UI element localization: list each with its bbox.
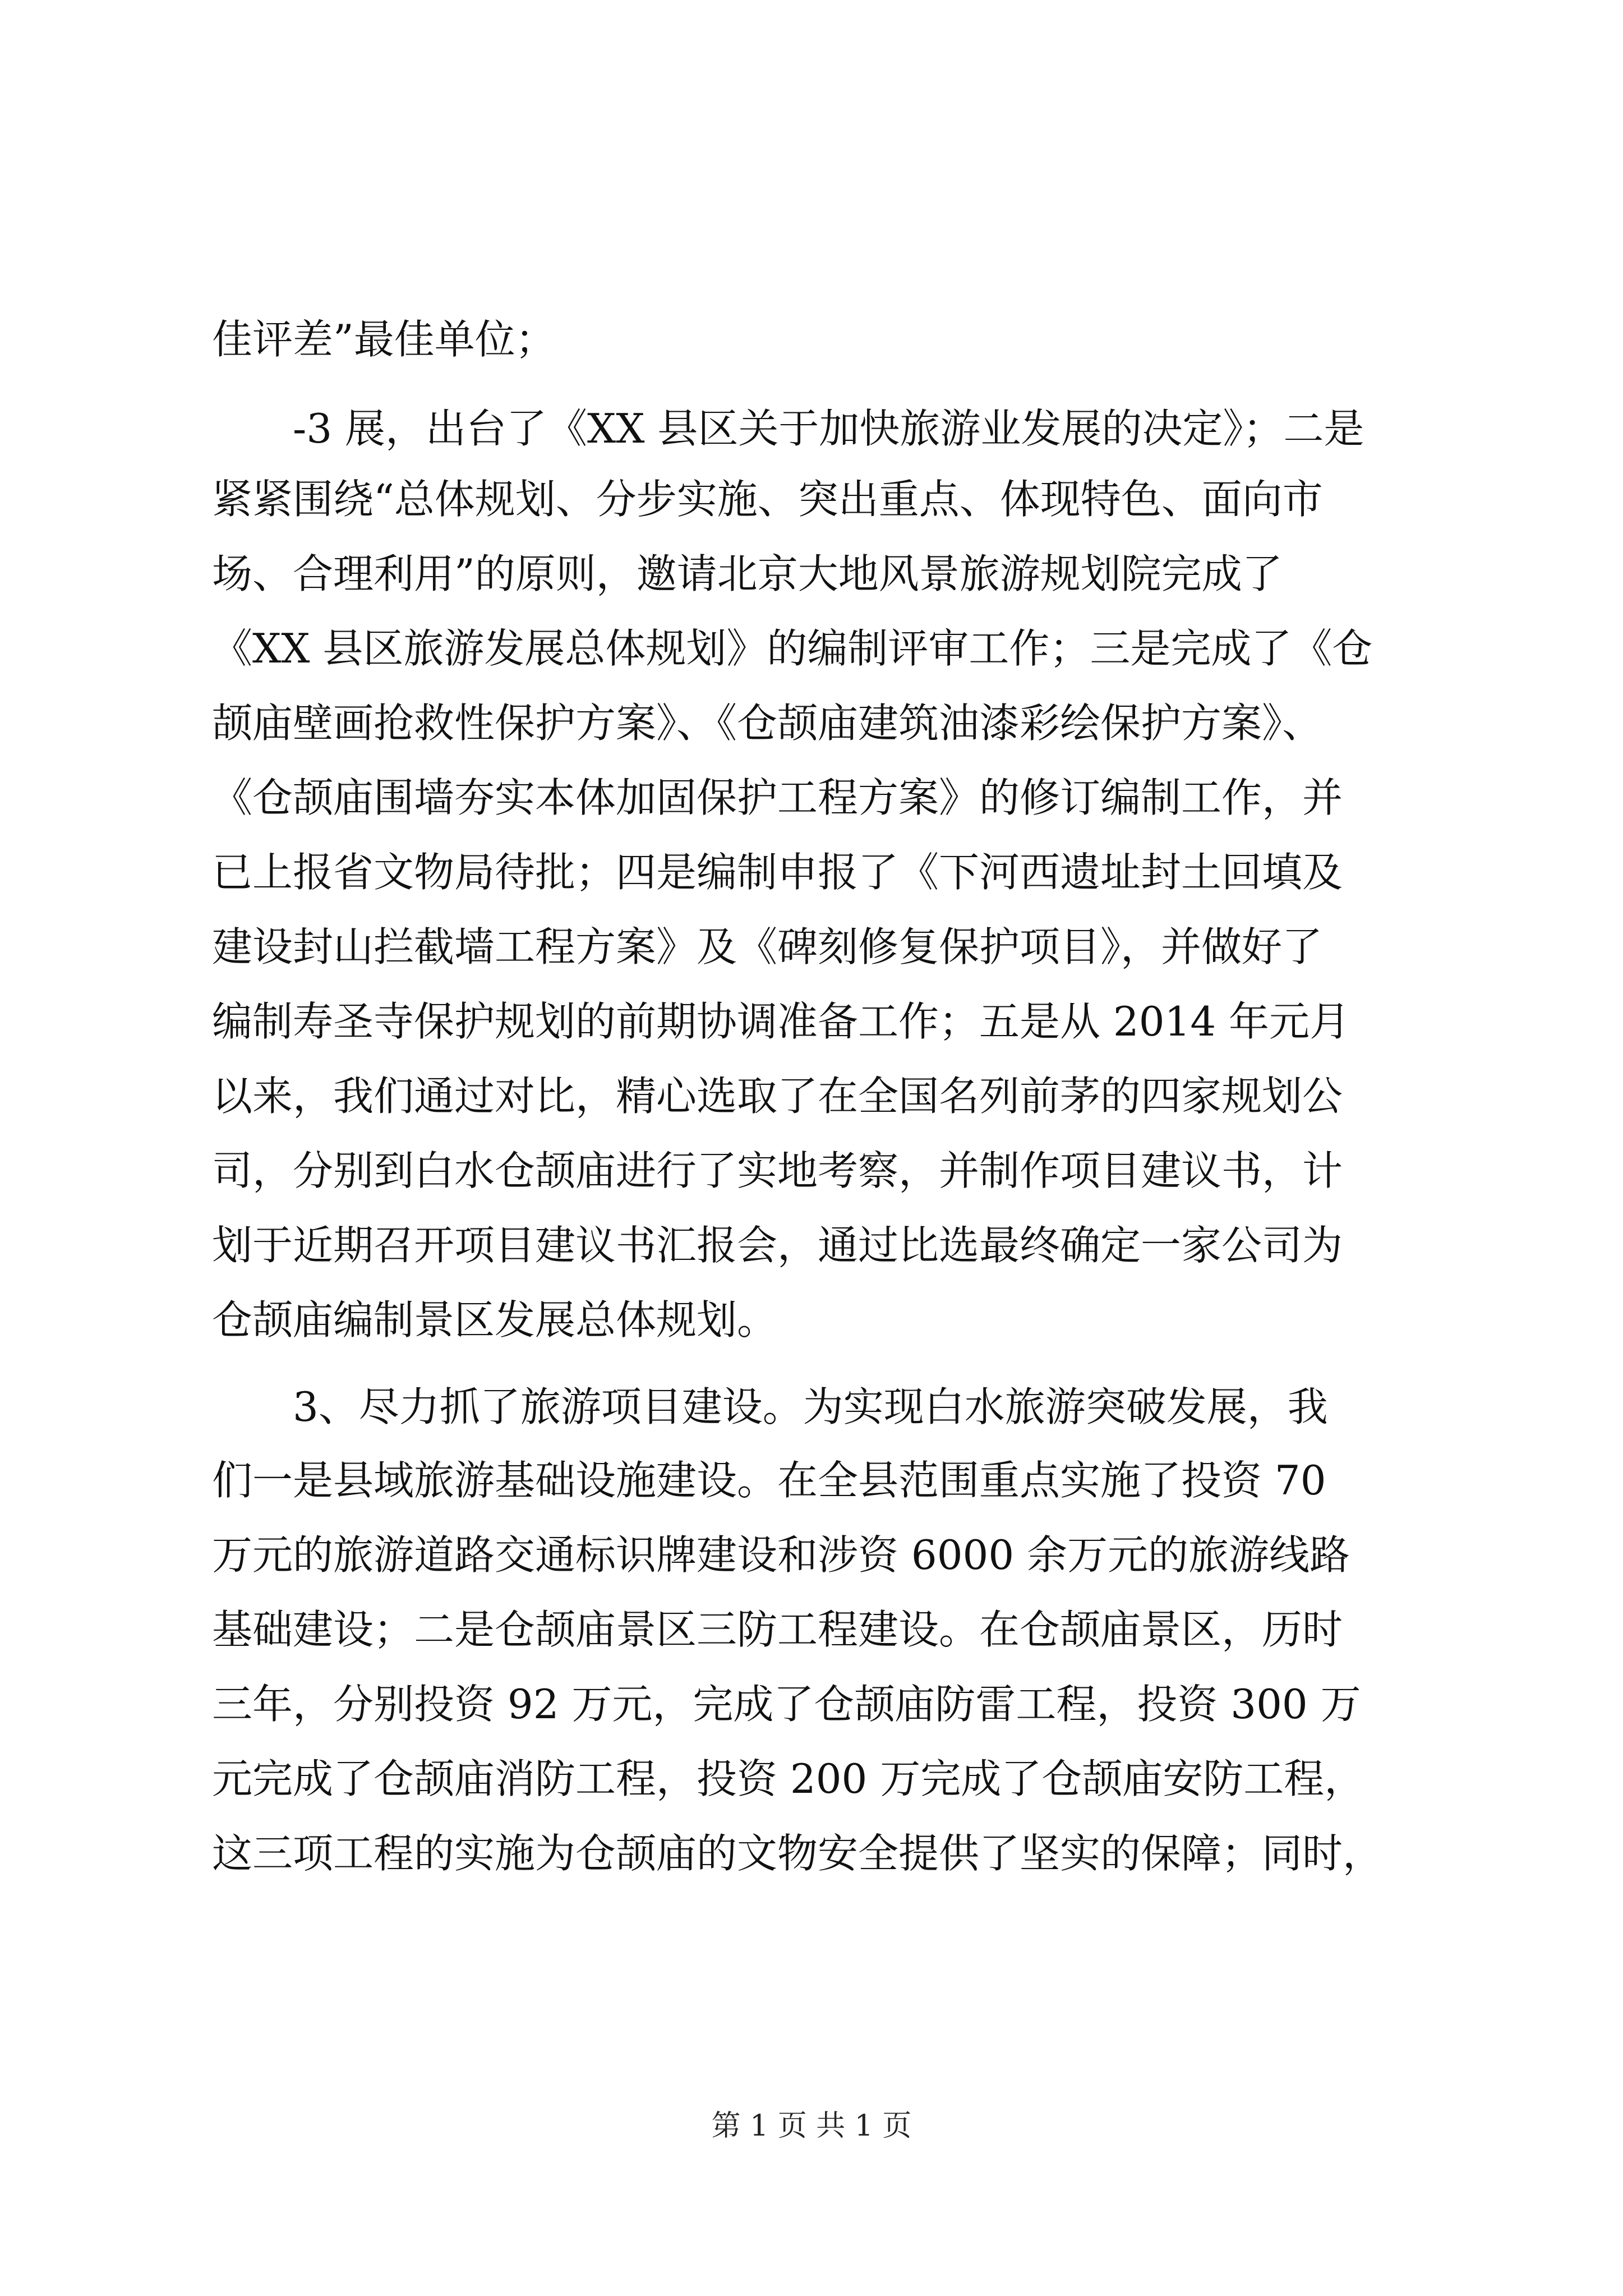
text-line-4: 场、合理利用”的原则，邀请北京大地风景旅游规划院完成了 <box>212 550 1283 597</box>
text-line-21: 这三项工程的实施为仓颉庙的文物安全提供了坚实的保障；同时， <box>212 1830 1384 1877</box>
text-line-6: 颉庙壁画抢救性保护方案》、《仓颉庙建筑油漆彩绘保护方案》、 <box>212 700 1323 747</box>
text-line-9: 建设封山拦截墙工程方案》及《碑刻修复保护项目》，并做好了 <box>212 923 1323 970</box>
text-line-8: 已上报省文物局待批；四是编制申报了《下河西遗址封土回填及 <box>212 849 1343 896</box>
text-line-7: 《仓颉庙围墙夯实本体加固保护工程方案》的修订编制工作，并 <box>212 774 1343 821</box>
text-line-19: 三年，分别投资 92 万元，完成了仓颉庙防雷工程，投资 300 万 <box>212 1681 1361 1728</box>
text-line-20: 元完成了仓颉庙消防工程，投资 200 万完成了仓颉庙安防工程， <box>212 1755 1365 1802</box>
text-line-17: 万元的旅游道路交通标识牌建设和涉资 6000 余万元的旅游线路 <box>212 1531 1350 1579</box>
text-line-12: 司，分别到白水仓颉庙进行了实地考察，并制作项目建议书，计 <box>212 1147 1343 1194</box>
text-line-2: -3 展，出台了《XX 县区关于加快旅游业发展的决定》；二是 <box>293 405 1364 452</box>
page-footer: 第 1 页 共 1 页 <box>711 2109 912 2143</box>
text-line-14: 仓颉庙编制景区发展总体规划。 <box>212 1296 778 1343</box>
text-line-10: 编制寿圣寺保护规划的前期协调准备工作；五是从 2014 年元月 <box>212 998 1350 1045</box>
text-line-3: 紧紧围绕“总体规划、分步实施、突出重点、体现特色、面向市 <box>212 476 1323 523</box>
text-line-5: 《XX 县区旅游发展总体规划》的编制评审工作；三是完成了《仓 <box>212 625 1373 672</box>
text-line-1: 佳评差”最佳单位； <box>212 316 556 363</box>
text-line-16: 们一是县域旅游基础设施建设。在全县范围重点实施了投资 70 <box>212 1457 1326 1504</box>
text-line-13: 划于近期召开项目建议书汇报会，通过比选最终确定一家公司为 <box>212 1222 1343 1269</box>
text-line-18: 基础建设；二是仓颉庙景区三防工程建设。在仓颉庙景区，历时 <box>212 1606 1343 1653</box>
text-line-11: 以来，我们通过对比，精心选取了在全国名列前茅的四家规划公 <box>212 1073 1343 1120</box>
text-line-15: 3、尽力抓了旅游项目建设。为实现白水旅游突破发展，我 <box>293 1383 1328 1430</box>
